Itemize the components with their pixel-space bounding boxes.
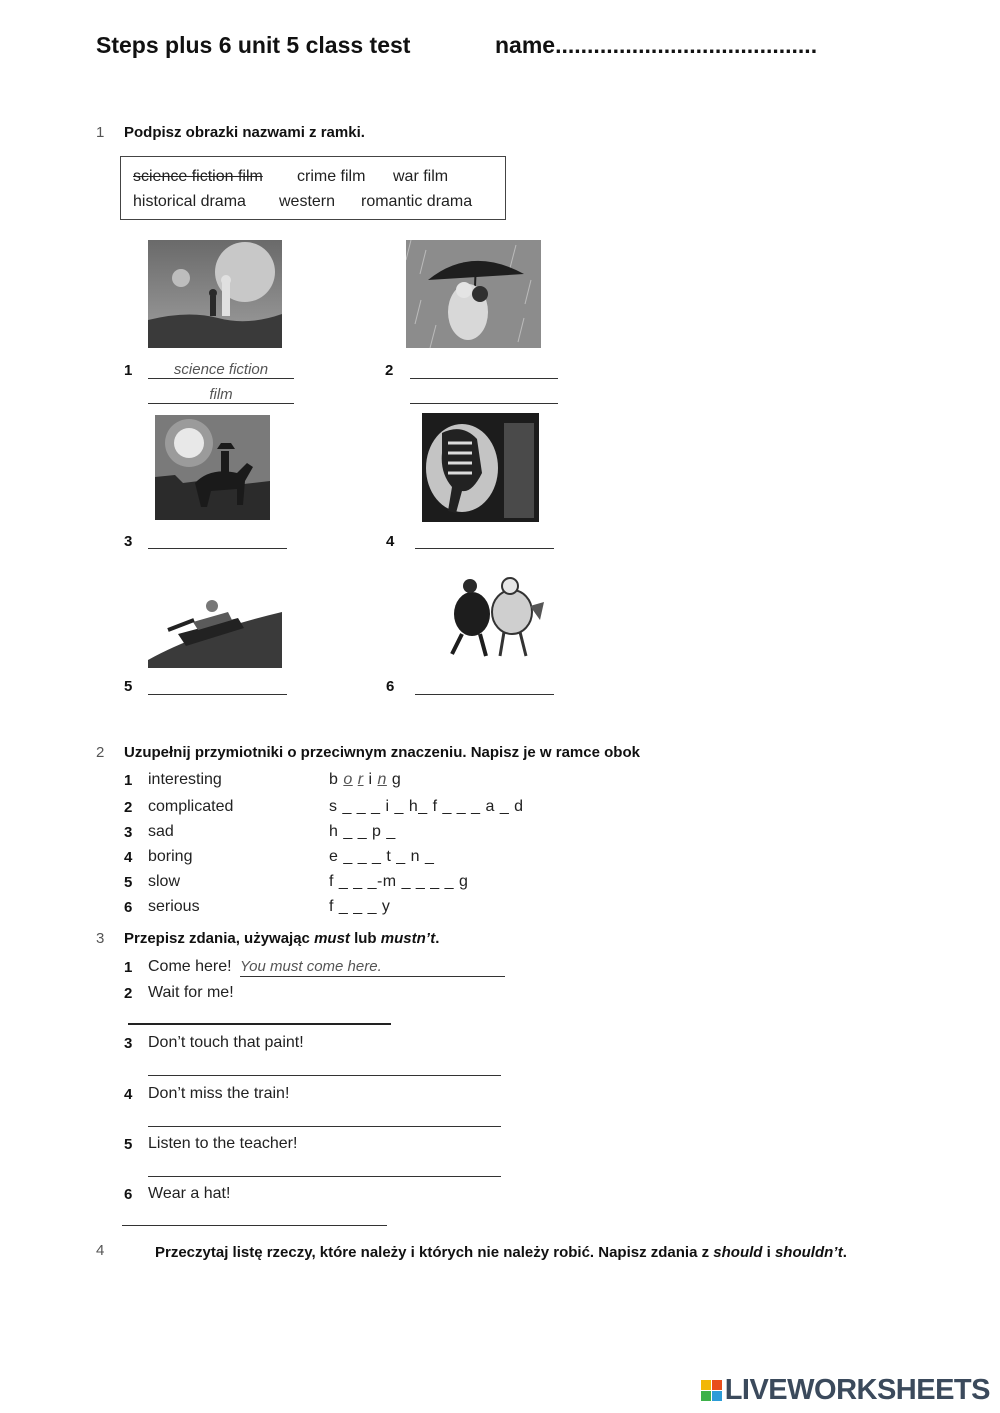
pattern-part: i	[363, 771, 378, 788]
section4-number: 4	[96, 1242, 105, 1259]
section2-instruction: Uzupełnij przymiotniki o przeciwnym znaczeniu. Napisz je w ramce obok	[124, 744, 640, 761]
answer-line[interactable]	[128, 1023, 391, 1025]
item-number: 2	[124, 985, 133, 1002]
answer-line[interactable]	[122, 1225, 387, 1226]
item-number: 4	[124, 849, 133, 866]
couple-umbrella-picture	[406, 240, 541, 348]
adjective: interesting	[148, 771, 222, 788]
section4-instruction	[96, 1242, 856, 1264]
answer-line[interactable]	[148, 531, 287, 549]
adjective: sad	[148, 823, 174, 840]
item-number: 1	[124, 772, 133, 789]
item-number: 3	[124, 1035, 133, 1052]
answer-line[interactable]	[410, 361, 558, 379]
tank-picture	[148, 572, 282, 668]
answer-line[interactable]	[240, 958, 505, 977]
pattern-part: g	[386, 771, 402, 788]
instruction-keyword: should	[713, 1244, 763, 1261]
section3-instruction	[124, 930, 439, 947]
word-option: historical drama	[133, 193, 246, 210]
answer-line[interactable]	[148, 1126, 501, 1127]
item-number: 4	[386, 533, 395, 550]
pattern-fill: n	[377, 771, 387, 788]
name-field[interactable]: name.........................................	[495, 32, 818, 58]
adjective: complicated	[148, 798, 234, 815]
sentence: Don’t miss the train!	[148, 1085, 290, 1102]
adjective-pattern[interactable]: h _ _ p _	[329, 823, 396, 840]
adjective-pattern[interactable]	[329, 771, 401, 789]
answer-line[interactable]	[415, 677, 554, 695]
item-number: 6	[124, 1186, 133, 1203]
section1-number: 1	[96, 124, 105, 141]
word-box	[120, 156, 506, 220]
alien-moons-picture	[148, 240, 282, 348]
word-option: western	[279, 193, 336, 210]
section2-number: 2	[96, 744, 105, 761]
item-number: 5	[124, 1136, 133, 1153]
adjective-pattern[interactable]: f _ _ _ y	[329, 898, 391, 915]
logo-cube-icon	[701, 1380, 722, 1401]
logo-text: LIVEWORKSHEETS	[724, 1374, 990, 1406]
answer-line[interactable]	[410, 386, 558, 404]
answer-line[interactable]	[148, 677, 287, 695]
climber-spotlight-picture	[422, 413, 539, 522]
item-number: 5	[124, 678, 133, 695]
sentence: Wait for me!	[148, 984, 234, 1001]
sentence: Listen to the teacher!	[148, 1135, 298, 1152]
section3-number: 3	[96, 930, 105, 947]
item-number: 2	[124, 799, 133, 816]
item-number: 3	[124, 824, 133, 841]
instruction-text: .	[435, 930, 440, 947]
cowboy-horse-picture	[155, 415, 270, 520]
pattern-fill: r	[357, 771, 364, 788]
item-number: 4	[124, 1086, 133, 1103]
instruction-keyword: shouldn’t	[774, 1244, 843, 1261]
item-number: 3	[124, 533, 133, 550]
item-number: 6	[386, 678, 395, 695]
instruction-text: Przepisz zdania, używając	[124, 930, 315, 947]
historical-couple-picture	[440, 572, 550, 660]
adjective: boring	[148, 848, 193, 865]
word-crossed: science fiction film	[133, 168, 263, 185]
word-option: crime film	[297, 168, 366, 185]
sentence: Come here!	[148, 958, 232, 975]
example-answer: You must come here.	[240, 958, 382, 975]
word-option: war film	[393, 168, 449, 185]
item-number: 6	[124, 899, 133, 916]
answer-line[interactable]	[415, 531, 554, 549]
liveworksheets-logo	[701, 1374, 990, 1407]
answer-line[interactable]: film	[148, 386, 294, 404]
adjective-pattern[interactable]: f _ _ _-m _ _ _ _ g	[329, 873, 469, 890]
item-number: 2	[385, 362, 394, 379]
answer-line[interactable]: science fiction	[148, 361, 294, 379]
section1-instruction: Podpisz obrazki nazwami z ramki.	[124, 124, 365, 141]
item-number: 1	[124, 959, 133, 976]
adjective-pattern[interactable]: e _ _ _ t _ n _	[329, 848, 435, 865]
instruction-text: i	[762, 1244, 775, 1261]
pattern-part: b	[329, 771, 344, 788]
sentence: Don’t touch that paint!	[148, 1034, 304, 1051]
adjective-pattern[interactable]: s _ _ _ i _ h_ f _ _ _ a _ d	[329, 798, 524, 815]
answer-line[interactable]	[148, 1176, 501, 1177]
word-option: romantic drama	[361, 193, 473, 210]
pattern-fill: o	[343, 771, 353, 788]
instruction-keyword: must	[314, 930, 350, 947]
instruction-text: .	[842, 1244, 847, 1261]
adjective: slow	[148, 873, 181, 890]
sentence: Wear a hat!	[148, 1185, 231, 1202]
answer-line[interactable]	[148, 1075, 501, 1076]
instruction-keyword: mustn’t	[380, 930, 436, 947]
item-number: 5	[124, 874, 133, 891]
instruction-text: Przeczytaj listę rzeczy, które należy i których nie należy robić. Napisz zdania z	[155, 1244, 714, 1261]
instruction-text: lub	[349, 930, 381, 947]
adjective: serious	[148, 898, 200, 915]
page-title: Steps plus 6 unit 5 class test	[96, 32, 411, 58]
item-number: 1	[124, 362, 133, 379]
